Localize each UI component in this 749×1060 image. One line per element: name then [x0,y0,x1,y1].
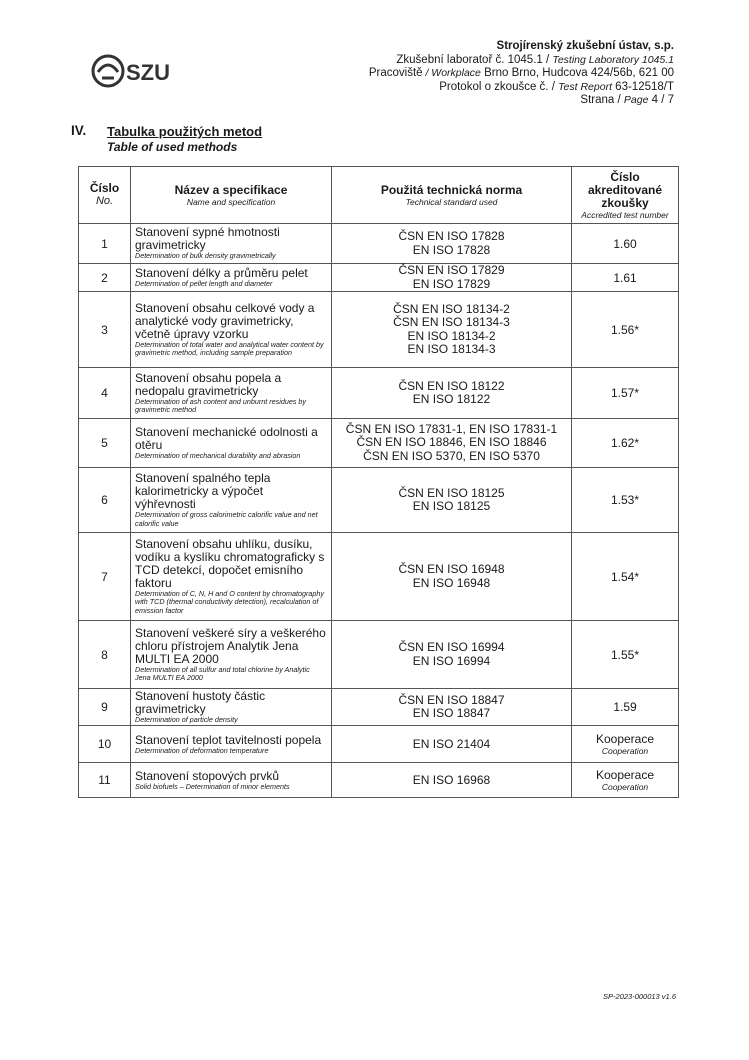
protocol-line: Protokol o zkoušce č. / Test Report 63-12518/T [439,80,674,93]
method-name: Stanovení veškeré síry a veškerého chloru přístrojem Analytik Jena MULTI EA 2000 [135,625,326,666]
standard-code: ČSN EN ISO 18134-2 [393,301,510,316]
standard-cell [332,468,572,533]
method-name-cell [131,292,332,368]
accredited-cell [572,419,679,468]
method-name-en: Determination of particle density [135,715,238,724]
svg-text:SZU: SZU [126,60,170,85]
method-name: Stanovení teplot tavitelnosti popela [135,732,322,747]
table-row [79,224,679,264]
accredited-number: 1.59 [613,700,637,715]
table-row [79,763,679,798]
method-name: Stanovení mechanické odolnosti a otěru [135,424,318,452]
table-row [79,726,679,763]
standard-code: ČSN EN ISO 18125 [398,485,505,500]
standard-code: ČSN EN ISO 17831-1, EN ISO 17831-1 [345,421,558,436]
accredited-number: Kooperace [595,768,655,783]
method-name-cell [131,621,332,689]
standard-code: ČSN EN ISO 17829 [398,263,505,277]
document-code: SP-2023-000013 v1.6 [603,992,676,1001]
standard-code: EN ISO 18122 [412,392,491,406]
accredited-cell [572,292,679,368]
standard-cell [332,621,572,689]
standard-cell [332,689,572,726]
table-row [79,292,679,368]
row-number: 1 [79,224,131,264]
method-name: Stanovení obsahu uhlíku, dusíku, vodíku a kyslíku chromatograficky s TCD detekcí, dopočet emisního faktoru [135,536,325,590]
method-name-cell [131,264,332,292]
method-name: Stanovení obsahu celkové vody a analytické vody gravimetricky, včetně úpravy vzorku [135,300,315,341]
method-name-en: Determination of ash content and unburnt residues by gravimetric method [135,396,307,414]
method-name-en: Determination of deformation temperature [135,745,269,755]
table-row [79,468,679,533]
method-name: Stanovení spalného tepla kalorimetricky a výpočet výhřevnosti [135,471,271,512]
col-header-standard: Použitá technická norma Technical standard used [332,167,572,224]
row-number: 6 [79,468,131,533]
accredited-cell [572,368,679,419]
method-name-cell [131,763,332,798]
standard-cell [332,224,572,264]
table-row [79,689,679,726]
method-name-cell [131,468,332,533]
standard-code: ČSN EN ISO 16948 [398,562,505,576]
standard-code: EN ISO 18847 [412,706,491,721]
accredited-note: Cooperation [601,782,649,793]
accredited-number: 1.55* [610,647,640,662]
method-name-cell [131,726,332,763]
col-header-name: Název a specifikace Name and specification [131,167,332,224]
standard-code: ČSN EN ISO 18122 [398,378,505,393]
accredited-number: 1.60 [613,236,637,251]
method-name-cell [131,533,332,621]
accredited-cell [572,621,679,689]
table-row [79,533,679,621]
method-name: Stanovení obsahu popela a nedopalu gravimetricky [135,370,282,398]
col-header-no: Číslo No. [79,167,131,224]
standard-cell [332,264,572,292]
standard-cell [332,368,572,419]
accredited-cell [572,763,679,798]
accredited-cell [572,468,679,533]
method-name: Stanovení sypné hmotnosti gravimetricky [135,225,280,253]
standard-cell [332,533,572,621]
page-line: Strana / Page 4 / 7 [580,94,674,107]
accredited-note: Cooperation [601,746,649,757]
organization-name: Strojírenský zkušební ústav, s.p. [496,40,674,52]
table-row [79,621,679,689]
method-name-en: Determination of all sulfur and total chlorine by Analytic Jena MULTI EA 2000 [135,664,310,682]
method-name-en: Determination of gross calorimetric calorific value and net calorific value [135,510,318,528]
standard-code: EN ISO 16968 [412,772,491,787]
method-name-cell [131,689,332,726]
table-row [79,419,679,468]
lab-line: Zkušební laboratoř č. 1045.1 / Testing Laboratory 1045.1 [396,53,674,66]
section-title-en: Table of used methods [107,140,238,154]
standard-code: ČSN EN ISO 17828 [398,229,505,243]
row-number: 3 [79,292,131,368]
standard-code: ČSN EN ISO 18134-3 [393,315,510,329]
method-name: Stanovení délky a průměru pelet [135,265,308,280]
standard-code: EN ISO 21404 [412,736,491,751]
standard-code: EN ISO 17829 [412,276,491,291]
row-number: 10 [79,726,131,763]
method-name-en: Solid biofuels – Determination of minor elements [135,781,290,791]
row-number: 2 [79,264,131,292]
accredited-number: 1.53* [610,493,640,507]
section-number: IV. [71,123,87,138]
report-header [369,40,674,108]
standard-code: EN ISO 18134-2 [407,328,496,343]
standard-code: ČSN EN ISO 16994 [398,640,505,654]
accredited-number: 1.62* [610,436,640,450]
standard-code: EN ISO 18134-3 [407,342,496,356]
accredited-cell [572,726,679,763]
table-header-row [79,167,679,224]
accredited-number: Kooperace [595,732,655,747]
standard-code: EN ISO 18125 [412,499,491,513]
col-header-accredited: Číslo akreditované zkoušky Accredited test number [572,167,679,224]
accredited-number: 1.56* [610,322,640,337]
row-number: 8 [79,621,131,689]
standard-code: ČSN EN ISO 18847 [398,692,505,707]
table-row [79,368,679,419]
accredited-cell [572,689,679,726]
accredited-number: 1.61 [613,270,637,285]
standard-cell [332,419,572,468]
table-row [79,264,679,292]
method-name: Stanovení hustoty částic gravimetricky [135,689,266,716]
szu-logo [90,52,190,90]
accredited-number: 1.57* [610,386,640,400]
method-name-en: Determination of C, N, H and O content by chromatography with TCD (thermal conductivity detection), recalculation of emission factor [135,588,324,615]
method-name-cell [131,368,332,419]
method-name-cell [131,224,332,264]
standard-cell [332,292,572,368]
method-name-cell [131,419,332,468]
row-number: 9 [79,689,131,726]
standard-code: ČSN EN ISO 5370, EN ISO 5370 [363,448,540,463]
row-number: 7 [79,533,131,621]
standard-cell [332,726,572,763]
methods-table [78,166,679,798]
method-name-en: Determination of bulk density gravimetrically [135,251,276,261]
accredited-cell [572,533,679,621]
standard-code: EN ISO 16994 [412,653,491,668]
standard-cell [332,763,572,798]
workplace-line: Pracoviště / Workplace Brno Brno, Hudcova 424/56b, 621 00 [368,67,674,80]
accredited-cell [572,224,679,264]
row-number: 4 [79,368,131,419]
row-number: 5 [79,419,131,468]
standard-code: ČSN EN ISO 18846, EN ISO 18846 [356,435,547,450]
method-name-en: Determination of total water and analytical water content by gravimetric method, including sample preparation [135,339,324,357]
row-number: 11 [79,763,131,798]
accredited-cell [572,264,679,292]
standard-code: EN ISO 17828 [412,242,491,257]
method-name-en: Determination of pellet length and diameter [135,278,273,288]
method-name: Stanovení stopových prvků [135,768,280,783]
accredited-number: 1.54* [610,569,640,584]
section-title: Tabulka použitých metod [107,124,263,139]
standard-code: EN ISO 16948 [412,575,491,590]
method-name-en: Determination of mechanical durability and abrasion [135,450,301,460]
